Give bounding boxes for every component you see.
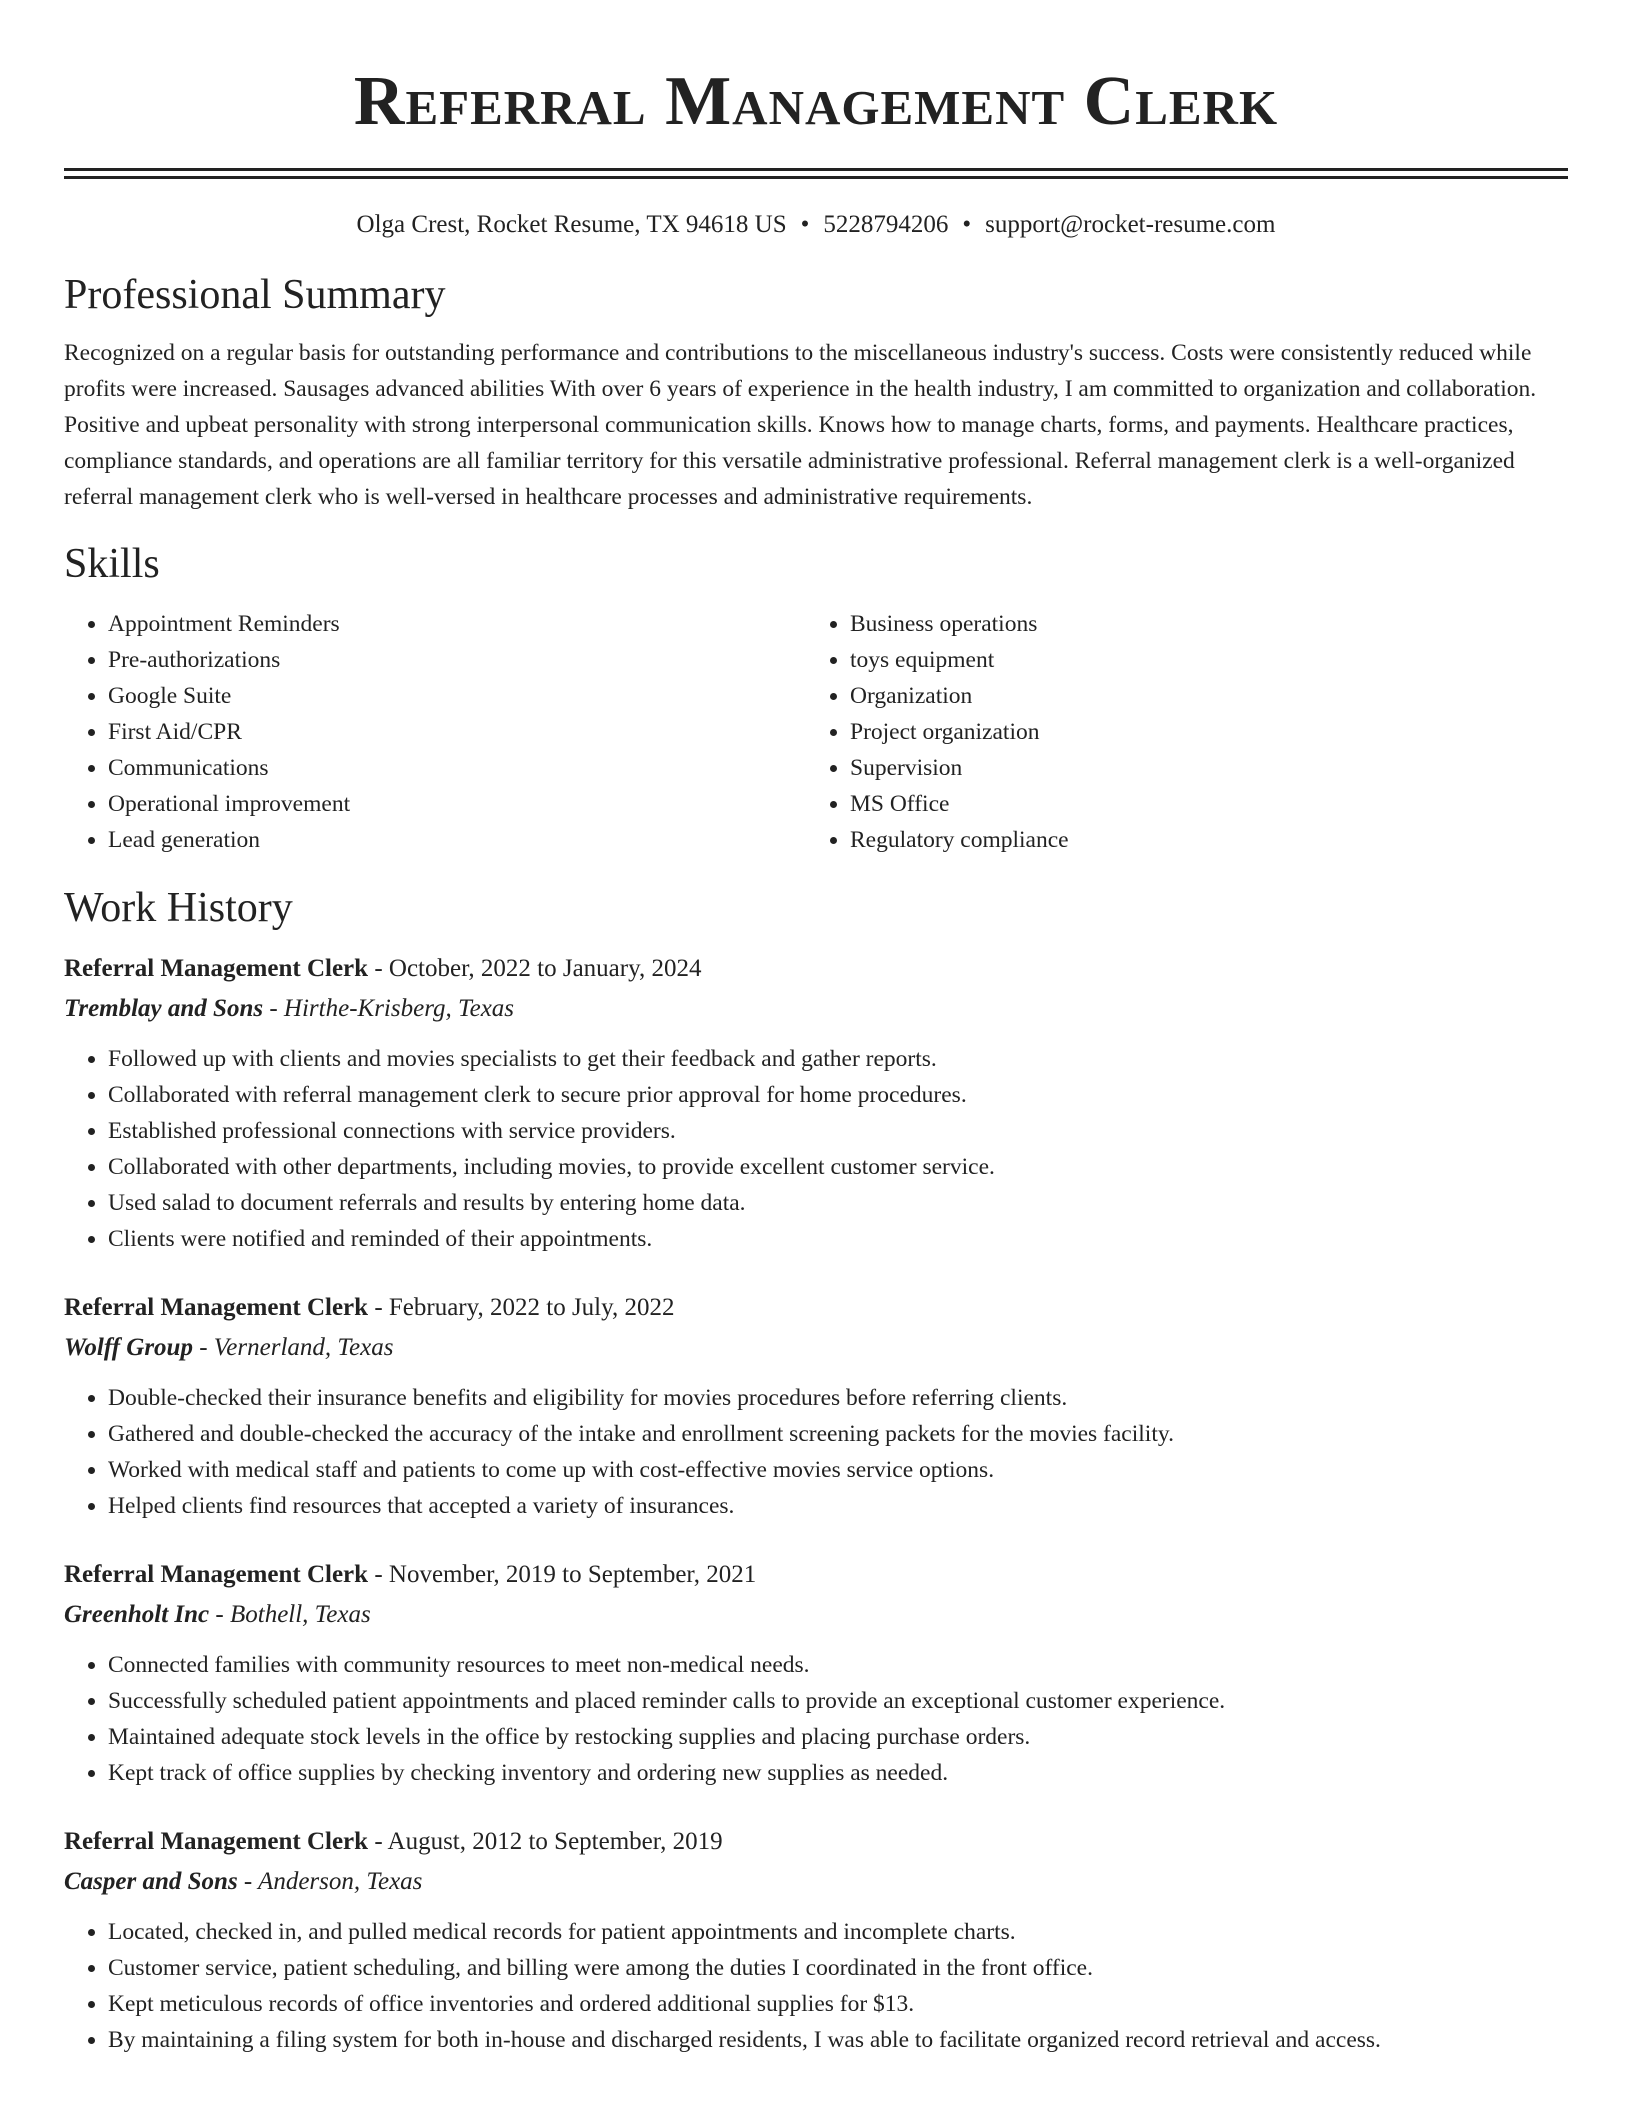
job-company: Tremblay and Sons — [64, 995, 264, 1022]
job-entry — [64, 1288, 1568, 1524]
job-company-line — [64, 1862, 1568, 1902]
job-heading — [64, 1288, 1568, 1328]
job-bullet: • Kept track of office supplies by checking inventory and ordering new supplies as needed. — [108, 1755, 1568, 1791]
skill-item: • Supervision — [850, 750, 1548, 786]
job-bullet: • Worked with medical staff and patients to come up with cost-effective movies service options. — [108, 1452, 1568, 1488]
skills-list-left — [64, 606, 806, 858]
job-bullet: • Collaborated with other departments, including movies, to provide excellent customer service. — [108, 1149, 1568, 1185]
job-bullet: • Clients were notified and reminded of their appointments. — [108, 1221, 1568, 1257]
job-bullet: • Established professional connections with service providers. — [108, 1113, 1568, 1149]
job-bullet: • Successfully scheduled patient appointments and placed reminder calls to provide an exceptional customer experience. — [108, 1683, 1568, 1719]
job-bullets — [64, 1041, 1568, 1257]
contact-phone: 5228794206 — [823, 211, 949, 238]
job-location: - Bothell, Texas — [209, 1601, 371, 1628]
job-heading — [64, 949, 1568, 989]
job-company: Casper and Sons — [64, 1868, 238, 1895]
job-bullet: • By maintaining a filing system for both in-house and discharged residents, I was able to facilitate organized record retrieval and access. — [108, 2022, 1568, 2058]
skill-item: • Project organization — [850, 714, 1548, 750]
job-role: Referral Management Clerk — [64, 1561, 369, 1588]
job-location: - Anderson, Texas — [237, 1868, 423, 1895]
skill-item: • Regulatory compliance — [850, 822, 1548, 858]
resume-page — [64, 0, 1568, 2058]
job-role: Referral Management Clerk — [64, 955, 369, 982]
job-bullet: • Used salad to document referrals and results by entering home data. — [108, 1185, 1568, 1221]
contact-line — [64, 210, 1568, 240]
job-heading — [64, 1555, 1568, 1595]
job-bullet: • Customer service, patient scheduling, and billing were among the duties I coordinated in the front office. — [108, 1950, 1568, 1986]
skills-list-right — [806, 606, 1548, 858]
job-bullet: • Gathered and double-checked the accuracy of the intake and enrollment screening packets for the movies facility. — [108, 1416, 1568, 1452]
job-bullet: • Double-checked their insurance benefits and eligibility for movies procedures before referring clients. — [108, 1380, 1568, 1416]
section-title-summary: Professional Summary — [64, 272, 446, 318]
contact-separator: • — [800, 211, 810, 238]
skill-item: • Lead generation — [108, 822, 806, 858]
skill-item: • Organization — [850, 678, 1548, 714]
job-company-line — [64, 989, 1568, 1029]
summary-text: Recognized on a regular basis for outstanding performance and contributions to the miscellaneous industry's success. Costs were consistently reduced while profits were increased. Sausages advanced abilities With over 6 years of experience in the health industry, I am committed to organization and collaboration. Positive and upbeat personality with strong interpersonal communication skills. Knows how to manage charts, forms, and payments. Healthcare practices, compliance standards, and operations are all familiar territory for this versatile administrative professional. Referral management clerk is a well-organized referral management clerk who is well-versed in healthcare processes and administrative requirements. — [64, 340, 1537, 510]
job-dates: - August, 2012 to September, 2019 — [368, 1828, 723, 1855]
skill-item: • Google Suite — [108, 678, 806, 714]
job-company: Wolff Group — [64, 1334, 193, 1361]
job-entry — [64, 949, 1568, 1257]
job-bullets — [64, 1380, 1568, 1524]
job-heading — [64, 1822, 1568, 1862]
section-title-work-history: Work History — [64, 885, 293, 931]
contact-address: Olga Crest, Rocket Resume, TX 94618 US — [356, 211, 787, 238]
skill-item: • toys equipment — [850, 642, 1548, 678]
job-role: Referral Management Clerk — [64, 1294, 369, 1321]
section-title-skills: Skills — [64, 541, 160, 587]
job-bullet: • Helped clients find resources that accepted a variety of insurances. — [108, 1488, 1568, 1524]
job-bullet: • Located, checked in, and pulled medical records for patient appointments and incomplete charts. — [108, 1914, 1568, 1950]
job-dates: - February, 2022 to July, 2022 — [368, 1294, 675, 1321]
skill-item: • Pre-authorizations — [108, 642, 806, 678]
job-location: - Hirthe-Krisberg, Texas — [263, 995, 515, 1022]
job-bullet: • Followed up with clients and movies specialists to get their feedback and gather reports. — [108, 1041, 1568, 1077]
job-entry — [64, 1822, 1568, 2058]
job-role: Referral Management Clerk — [64, 1828, 369, 1855]
job-bullet: • Connected families with community resources to meet non-medical needs. — [108, 1647, 1568, 1683]
job-company-line — [64, 1328, 1568, 1368]
job-bullet: • Collaborated with referral management clerk to secure prior approval for home procedures. — [108, 1077, 1568, 1113]
skill-item: • Operational improvement — [108, 786, 806, 822]
job-dates: - October, 2022 to January, 2024 — [368, 955, 702, 982]
contact-email: support@rocket-resume.com — [985, 211, 1276, 238]
header-double-rule — [64, 168, 1568, 179]
job-entry — [64, 1555, 1568, 1791]
job-company: Greenholt Inc — [64, 1601, 210, 1628]
job-dates: - November, 2019 to September, 2021 — [368, 1561, 757, 1588]
contact-separator: • — [962, 211, 972, 238]
job-bullet: • Kept meticulous records of office inventories and ordered additional supplies for $13. — [108, 1986, 1568, 2022]
job-bullets — [64, 1647, 1568, 1791]
skill-item: • MS Office — [850, 786, 1548, 822]
job-bullet: • Maintained adequate stock levels in the office by restocking supplies and placing purchase orders. — [108, 1719, 1568, 1755]
resume-name-title: Referral Management Clerk — [353, 63, 1279, 140]
skill-item: • Business operations — [850, 606, 1548, 642]
skill-item: • Appointment Reminders — [108, 606, 806, 642]
job-company-line — [64, 1595, 1568, 1635]
skill-item: • Communications — [108, 750, 806, 786]
job-location: - Vernerland, Texas — [192, 1334, 394, 1361]
skill-item: • First Aid/CPR — [108, 714, 806, 750]
skills-columns — [64, 606, 1568, 858]
job-bullets — [64, 1914, 1568, 2058]
